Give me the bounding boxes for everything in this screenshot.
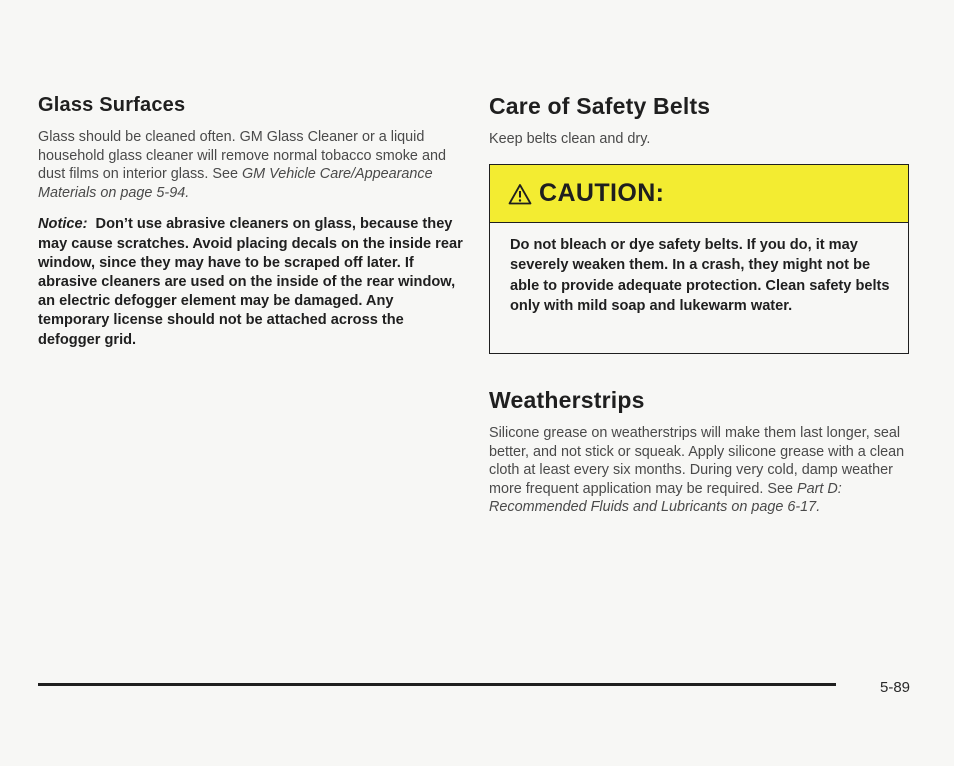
glass-surfaces-body: Glass should be cleaned often. GM Glass Cleaner or a liquid household glass cleaner will remove normal tobacco smoke and dust films on interior glass. See <box>38 129 446 183</box>
safety-belts-heading: Care of Safety Belts <box>489 93 711 119</box>
weatherstrips-paragraph <box>489 424 914 517</box>
safety-belts-paragraph: Keep belts clean and dry. <box>489 131 651 147</box>
warning-triangle-icon <box>508 183 532 205</box>
glass-notice <box>38 215 463 349</box>
caution-text: Do not bleach or dye safety belts. If you do, it may severely weaken them. In a crash, they might not be able to provide adequate protection. Clean safety belts only with mild soap and lukewarm water. <box>510 237 890 315</box>
weatherstrips-body: Silicone grease on weatherstrips will make them last longer, seal better, and not stick or squeak. Apply silicone grease with a clean cloth at least every six months. During very cold, damp weather more frequent application may be required. See <box>489 425 905 497</box>
safety-belts-section <box>489 92 914 149</box>
weatherstrips-reference: Part D: Recommended Fluids and Lubricants on page 6-17. <box>489 480 842 516</box>
weatherstrips-heading: Weatherstrips <box>489 387 645 413</box>
glass-surfaces-section <box>38 92 463 350</box>
caution-title: CAUTION: <box>539 179 665 207</box>
footer-divider <box>38 683 836 686</box>
glass-surfaces-heading: Glass Surfaces <box>38 94 186 116</box>
caution-box <box>489 164 909 354</box>
weatherstrips-section <box>489 386 914 517</box>
caution-header <box>490 165 908 223</box>
notice-text: Don’t use abrasive cleaners on glass, because they may cause scratches. Avoid placing decals on the inside rear window, since they may have to be scraped off later. If abrasive cleaners are used on the inside of the rear window, an electric defogger element may be damaged. Any temporary license should not be attached across the defogger grid. <box>38 216 463 348</box>
notice-label: Notice: <box>38 216 88 233</box>
page-number: 5-89 <box>880 679 911 696</box>
glass-surfaces-reference: GM Vehicle Care/Appearance Materials on page 5-94. <box>38 166 433 201</box>
glass-surfaces-paragraph <box>38 128 463 202</box>
